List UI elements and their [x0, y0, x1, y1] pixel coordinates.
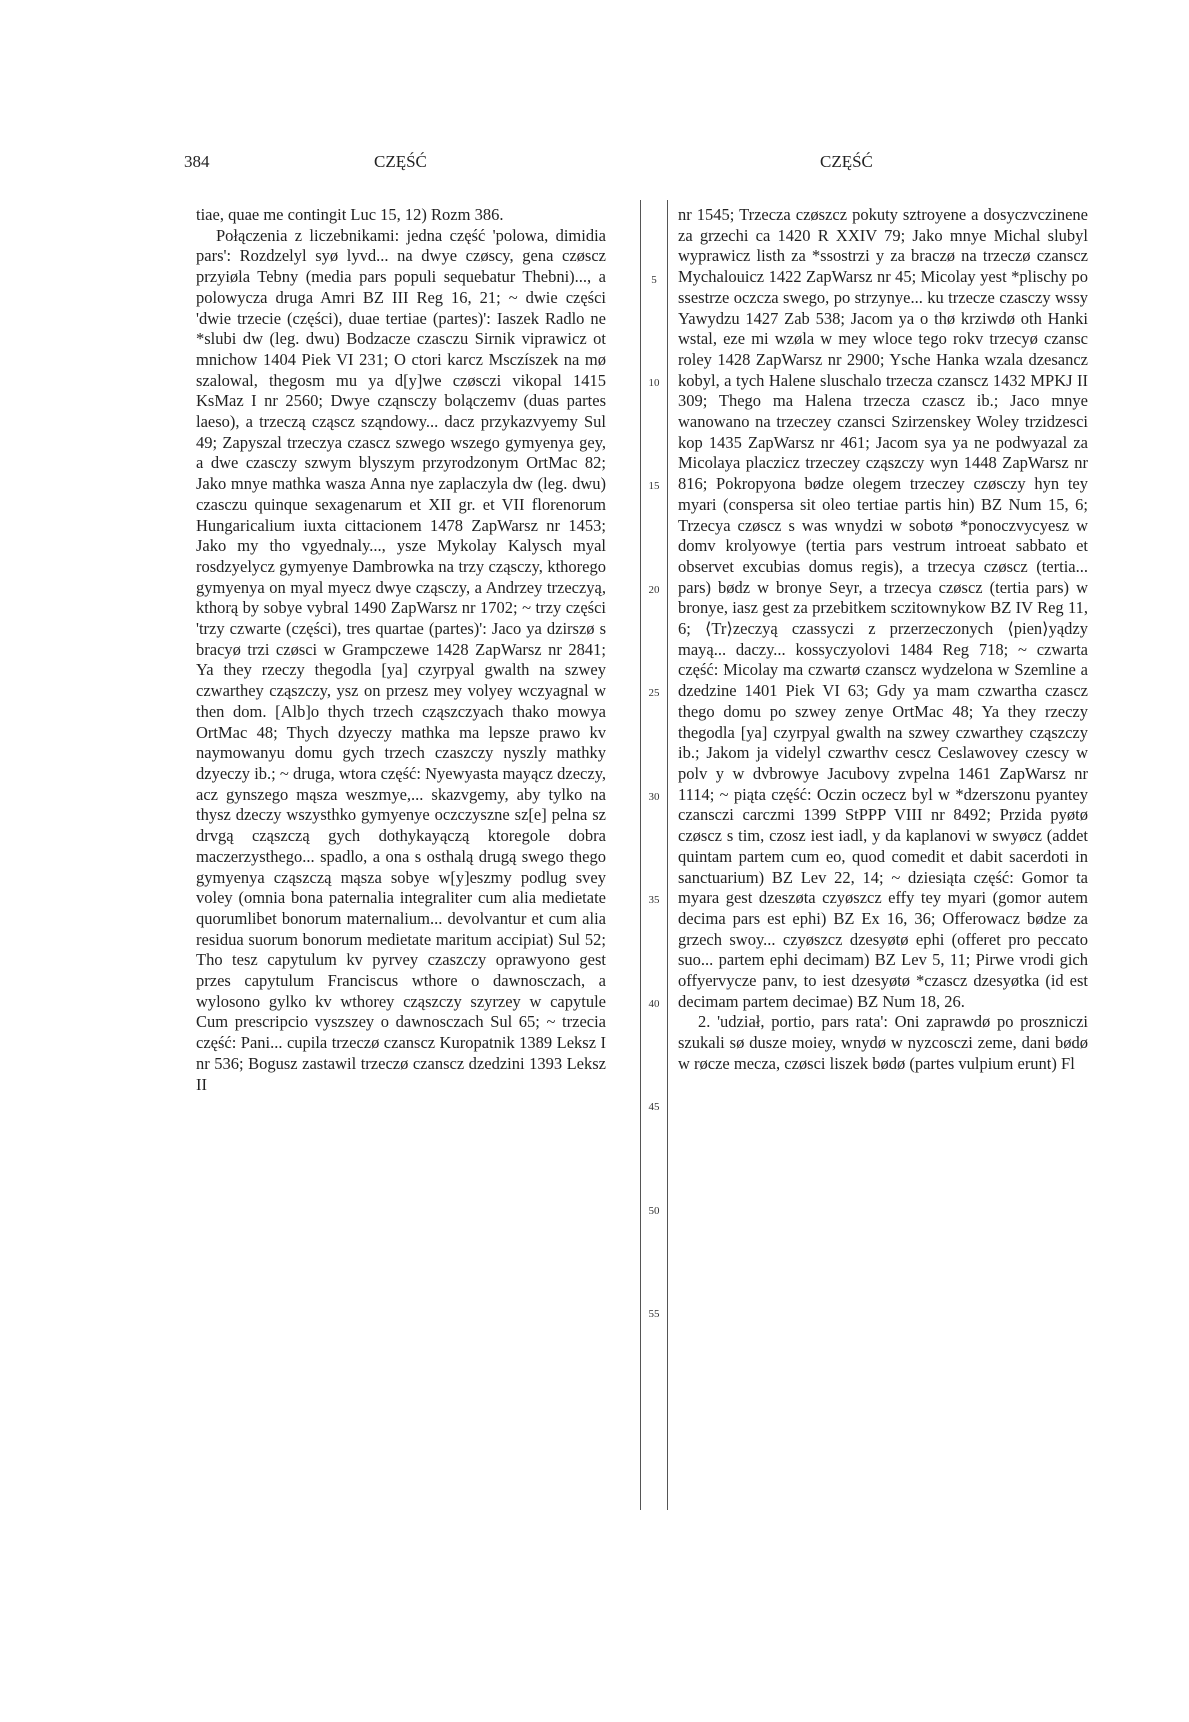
- line-number: 25: [648, 687, 660, 699]
- right-column: [678, 205, 1088, 1075]
- line-number: 15: [648, 480, 660, 492]
- entry-paragraph: nr 1545; Trzecza czøszcz pokuty sztroyene a dosyczvczinene za grzechi ca 1420 R XXIV 79; Jako mnye Michal slubyl wyprawicz listh za *ssostrzi y za braczø na trzeczø czanscz Mychalouicz 1422 ZapWarsz nr 45; Micolay yest *plischy po ssestrze oczcza swego, po strzynye... ku trzecze czasczy wssy Yawydzu 1427 Zab 538; Jacom ya o thø krziwdø oth Hanki wstal, eze mi wzøla w mey wloce tego rokv trzecyø czansc roley 1428 ZapWarsz nr 2900; Ysche Hanka wzala dzesancz kobyl, a tych Halene sluschalo trzecza czanscz 1432 MPKJ II 309; Thego ma Halena trzecza czascz ib.; Jaco mnye wanowano na trzeczey czansci Szirzenskey Woley trzidzesci kop 1435 ZapWarsz nr 461; Jacom sya ya ne podwyazal za Micolaya placzicz trzeczey cząszczy wyn 1448 ZapWarsz nr 816; Pokropyona bødze olegem trzeczey czøsczy hyn tey myari (conspersa sit oleo tertiae partis hin) BZ Num 15, 6; Trzecya czøscz s was wnydzi w sobotø *ponoczvycyesz w domv krolyowye (tertia pars vestrum introeat sabbato et observet excubias domus regis), a trzecya czøscz (tertia... pars) bødz w bronye Seyr, a trzecya czøscz (tertia pars) w bronye, iasz gest za przebitkem sczitownykow BZ IV Reg 11, 6; ⟨Tr⟩zeczyą czassyczi z przerzeczonych ⟨pien⟩yądzy mayą... daczy... kossyczyolovi 1484 Reg 718; ~ czwarta część: Micolay ma czwartø czanscz wydzelona w Szemline a dzedzine 1401 Piek VI 63; Gdy ya mam czwartha czascz thego domu po szwey zenye OrtMac 48; Ya they rzeczy thegodla [ya] czyrpyal gwalth na szwey czwarthey cząszczy ib.; Jakom ja videlyl czwarthv cescz Ceslawovey czescy w polv y w dvbrowye Jacubovy zvpelna 1461 ZapWarsz nr 1114; ~ piąta część: Oczin oczecz byl w *dzerszonu pyantey czansczi carczmi 1399 StPPP VIII nr 8492; Przida pyøtø czøscz s tim, czosz iest iadl, y da kaplanovi w swyøcz (addet quintam partem cum eo, quod comedit et dabit sacerdoti in sanctuarium) BZ Lev 22, 14; ~ dziesiąta część: Gomor ta myara gest dzeszøta czyøszcz effy tey myari (gomor autem decima pars est ephi) BZ Ex 16, 36; Offerowacz bødze za grzech swoy... czyøszcz dzesyøtø ephi (offeret pro peccato suo... partem ephi decimam) BZ Lev 5, 11; Pirwe vrodi gich offyervycze panv, to iest dzesyøtø *czascz dzesyøtka (id est decimam partem decimae) BZ Num 18, 26.: [678, 205, 1088, 1011]
- entry-paragraph: Połączenia z liczebnikami: jedna część 'polowa, dimidia pars': Rozdzelyl syø lyvd... na dwye czøscy, gena czøscz przyiøla Tebny (media pars populi sequebatur Thebni)..., a polowycza druga Amri BZ III Reg 16, 21; ~ dwie części 'dwie trzecie (części), duae tertiae (partes)': Iaszek Radlo ne *slubi dw (leg. dwu) Bodzacze czasczu Sirnik viprawicz ot mnichow 1404 Piek VI 231; O ctori karcz Msczíszek na mø szalowal, thegosm mu ya d[y]we czøsczi vikopal 1415 KsMaz I nr 2560; Dwye cząnsczy bolączemv (duas partes laeso), a trzeczą cząscz sząndowy... dacz przykazvyemy Sul 49; Zapyszal trzeczya czascz szwego wszego gymyenya gey, a dwe czasczy szwym blyszym przyrodzonym OrtMac 82; Jako mnye mathka wasza Anna nye zaplaczyla dw (leg. dwu) czasczu quinque sexagenarum et XII gr. et VII florenorum Hungaricalium iuxta cittacionem 1478 ZapWarsz nr 1453; Jako my tho vgyednaly..., ysze Mykolay Kalysch myal rosdzyelycz gymyenye Dambrowka na trzy cząsczy, kthorego gymyenya on myal myecz dwye cząsczy, a Andrzey trzeczyą, kthorą by sobye vybral 1490 ZapWarsz nr 1702; ~ trzy części 'trzy czwarte (części), tres quartae (partes)': Jaco ya dzirszø s bracyø trzi czøsci w Grampczewe 1428 ZapWarsz nr 2841; Ya they rzeczy thegodla [ya] czyrpyal gwalth na szwey czwarthey cząszczy, ysz on przesz mey volyey wczyagnal w then dom. [Alb]o thych trzech cząszczyach thako mowya OrtMac 48; Thych dzyeczy mathka ma lepsze prawo kv naymowanyu domu gych trzech czaszczy nyszly mathky dzyeczy ib.; ~ druga, wtora część: Nyewyasta mayącz dzeczy, acz gynszego mąsza weszmye,... skazvgemy, aby tylko na thysz dzeczy wszysthko gymyenye oczczyszne sz[e] pelna sz drvgą cząszczą gych dothykayączą ktoregole dobra maczerzysthego... spadlo, a ona s osthalą drugą swego thego gymyenya cząszczą mąsza sobye w[y]eszmy podlug svey voley (omnia bona paternalia integraliter cum alia medietate quorumlibet bonorum maternalium... devolvantur et cum alia residua suorum bonorum medietate maritum accipiat) Sul 52; Tho tesz capytulum kv pyrvey czaszczy oprawyono gest przes capytulum Franciscus wthore o dawnosczach, a wylosono gylko kv wthorey cząszczy szyrzey w capytule Cum prescripcio vyszszey o dawnosczach Sul 65; ~ trzecia część: Pani... cupila trzeczø czanscz Kuropatnik 1389 Leksz I nr 536; Bogusz zastawil trzeczø czanscz dzedzini 1393 Leksz II: [196, 225, 606, 1094]
- page-number: 384: [184, 152, 210, 171]
- left-column: [196, 205, 606, 1095]
- line-number: 5: [651, 274, 657, 286]
- page-header-left: [184, 152, 484, 172]
- line-number: 10: [648, 377, 660, 389]
- line-number: 40: [648, 998, 660, 1010]
- running-head-right: CZĘŚĆ: [820, 152, 873, 171]
- line-number: 35: [648, 894, 660, 906]
- line-number: 45: [648, 1101, 660, 1113]
- line-number: 55: [648, 1308, 660, 1320]
- line-number: 20: [648, 584, 660, 596]
- running-head-left: CZĘŚĆ: [374, 152, 427, 171]
- column-rule-right: [667, 200, 668, 1510]
- entry-paragraph: tiae, quae me contingit Luc 15, 12) Rozm 386.: [196, 205, 504, 224]
- entry-paragraph: 2. 'udział, portio, pars rata': Oni zaprawdø po proszniczi szukali sø dusze moiey, wnydø w nyzcosczi zeme, dani bødø w røcze mecza, czøsci liszek bødø (partes vulpium erunt) Fl: [678, 1012, 1088, 1073]
- line-number: 30: [648, 791, 660, 803]
- line-number: 50: [648, 1205, 660, 1217]
